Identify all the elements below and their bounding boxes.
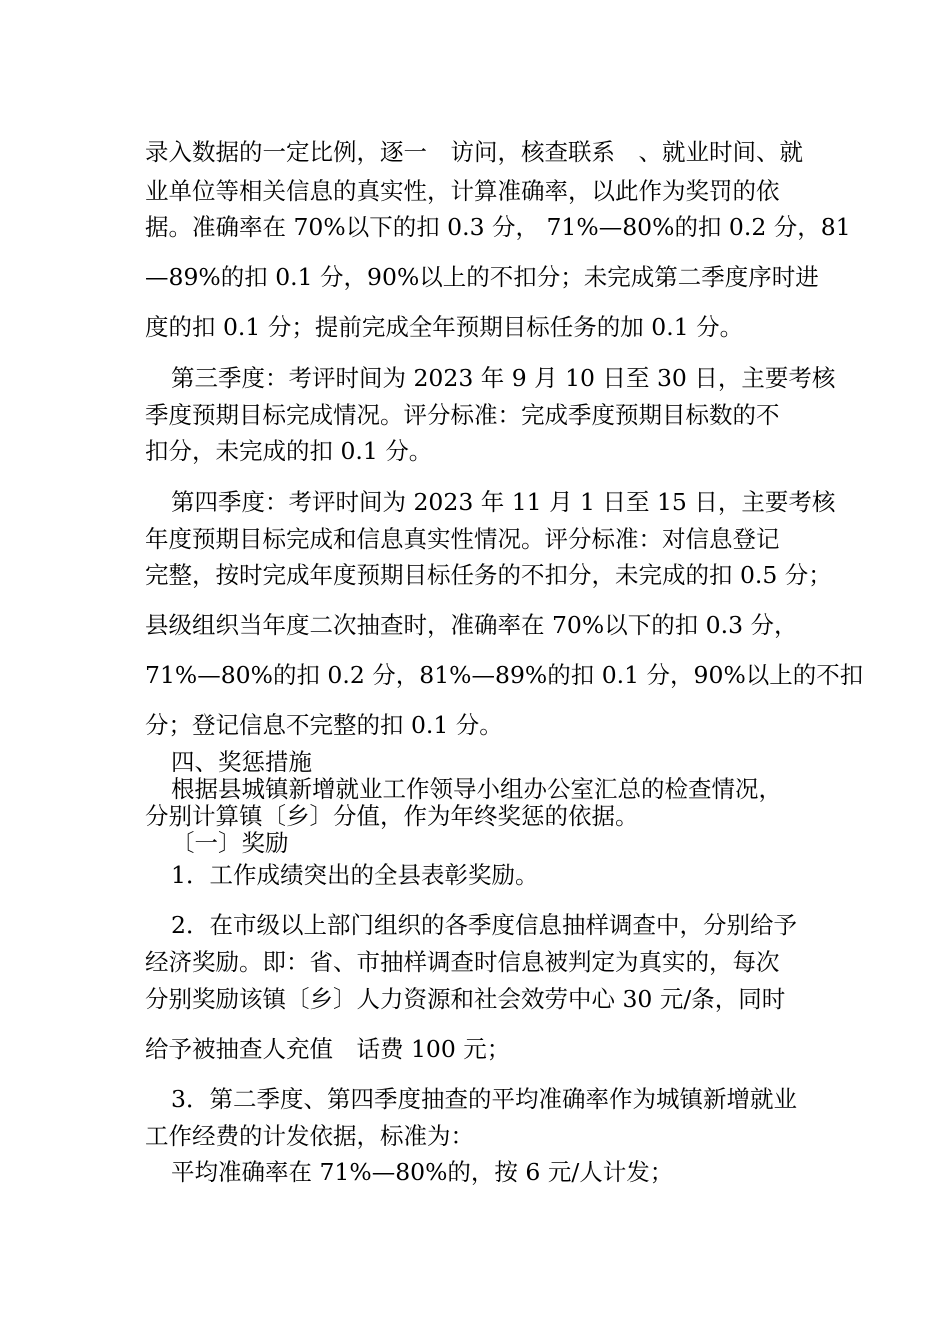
text-line: 季度预期目标完成情况。评分标准：完成季度预期目标数的不	[145, 401, 780, 429]
list-item: 1．工作成绩突出的全县表彰奖励。	[171, 861, 539, 889]
text-line: 县级组织当年度二次抽查时，准确率在 70%以下的扣 0.3 分，	[145, 611, 798, 639]
text-line: 第四季度：考评时间为 2023 年 11 月 1 日至 15 日，主要考核	[171, 488, 836, 516]
text-line: 根据县城镇新增就业工作领导小组办公室汇总的检查情况，	[171, 775, 782, 803]
text-line: —89%的扣 0.1 分，90%以上的不扣分；未完成第二季度序时进	[145, 263, 819, 291]
text-line: 给予被抽查人充值 话费 100 元；	[145, 1035, 511, 1063]
text-line: 录入数据的一定比例，逐一 访问，核查联系 、就业时间、就	[145, 138, 803, 166]
text-line: 年度预期目标完成和信息真实性情况。评分标准：对信息登记	[145, 525, 780, 553]
text-line: 71%—80%的扣 0.2 分，81%—89%的扣 0.1 分，90%以上的不扣	[145, 661, 864, 689]
subsection-heading: 〔一〕奖励	[171, 829, 289, 857]
text-line: 度的扣 0.1 分；提前完成全年预期目标任务的加 0.1 分。	[145, 313, 744, 341]
text-line: 工作经费的计发依据，标准为：	[145, 1122, 474, 1150]
text-line: 完整，按时完成年度预期目标任务的不扣分，未完成的扣 0.5 分；	[145, 561, 832, 589]
text-line: 分；登记信息不完整的扣 0.1 分。	[145, 711, 503, 739]
list-item: 3．第二季度、第四季度抽查的平均准确率作为城镇新增就业	[171, 1085, 797, 1113]
text-line: 第三季度：考评时间为 2023 年 9 月 10 日至 30 日，主要考核	[171, 364, 836, 392]
text-line: 平均准确率在 71%—80%的，按 6 元/人计发；	[171, 1158, 674, 1186]
text-line: 据。准确率在 70%以下的扣 0.3 分， 71%—80%的扣 0.2 分，81	[145, 213, 851, 241]
list-item: 2．在市级以上部门组织的各季度信息抽样调查中，分别给予	[171, 911, 797, 939]
text-line: 扣分，未完成的扣 0.1 分。	[145, 437, 433, 465]
text-line: 经济奖励。即：省、市抽样调查时信息被判定为真实的，每次	[145, 948, 780, 976]
text-line: 业单位等相关信息的真实性，计算准确率，以此作为奖罚的依	[145, 177, 780, 205]
text-line: 分别奖励该镇〔乡〕人力资源和社会效劳中心 30 元/条，同时	[145, 985, 786, 1013]
section-heading: 四、奖惩措施	[171, 748, 312, 776]
text-line: 分别计算镇〔乡〕分值，作为年终奖惩的依据。	[145, 802, 639, 830]
